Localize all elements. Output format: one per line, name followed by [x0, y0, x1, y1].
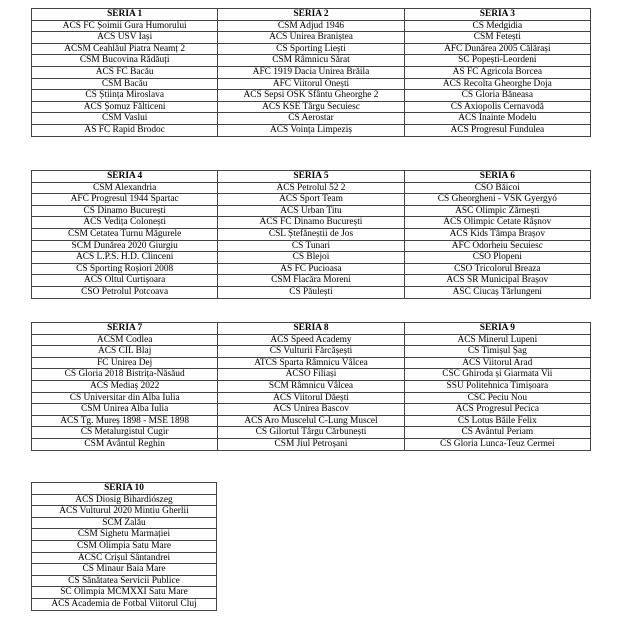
team-cell: AS FC Rapid Brodoc	[32, 124, 218, 136]
table-row	[32, 529, 217, 541]
header-row	[32, 9, 591, 21]
team-cell: CSM Bacău	[32, 78, 218, 90]
team-cell: SC Popești-Leordeni	[404, 55, 590, 67]
team-cell: AS FC Pucioasa	[218, 263, 404, 275]
table-row	[32, 113, 591, 125]
table-row	[32, 334, 591, 346]
team-cell: ACSC Crișul Sântandrei	[32, 552, 217, 564]
team-cell: ACS USV Iași	[32, 32, 218, 44]
team-cell: ACS L.P.S. H.D. Clinceni	[32, 252, 218, 264]
team-cell: CS Sporting Roșiori 2008	[32, 263, 218, 275]
table-row	[32, 552, 217, 564]
table-row	[32, 369, 591, 381]
team-cell: AFC 1919 Dacia Unirea Brăila	[218, 66, 404, 78]
team-cell: ACS Kids Tâmpa Brașov	[404, 228, 590, 240]
team-cell: CSO Plopeni	[404, 252, 590, 264]
team-cell: CSM Flacăra Moreni	[218, 275, 404, 287]
table-row	[32, 194, 591, 206]
team-cell: ACS Voința Limpeziș	[218, 124, 404, 136]
team-cell: CSM Cetatea Turnu Măgurele	[32, 228, 218, 240]
team-cell: CSM Râmnicu Sărat	[218, 55, 404, 67]
table-row	[32, 587, 217, 599]
team-cell: ACS Aro Muscelul C-Lung Muscel	[218, 415, 404, 427]
team-cell: ACS Unirea Braniștea	[218, 32, 404, 44]
series-header: SERIA 4	[32, 171, 218, 183]
team-cell: CS Axiopolis Cernavodă	[404, 101, 590, 113]
team-cell: CSO Petrolul Potcoava	[32, 286, 218, 298]
team-cell: ACSM Codlea	[32, 334, 218, 346]
series-header: SERIA 3	[404, 9, 590, 21]
table-row	[32, 205, 591, 217]
team-cell: ACS Petrolul 52 2	[218, 182, 404, 194]
team-cell: CSM Fetești	[404, 32, 590, 44]
team-cell: SCM Râmnicu Vâlcea	[218, 380, 404, 392]
team-cell: ACS Academia de Fotbal Viitorul Cluj	[32, 598, 217, 610]
team-cell: AFC Viitorul Onești	[218, 78, 404, 90]
team-cell: CSL Ștefăneștii de Jos	[218, 228, 404, 240]
team-cell: ACS Progresul Fundulea	[404, 124, 590, 136]
team-cell: CSM Adjud 1946	[218, 20, 404, 32]
team-cell: CS Dinamo București	[32, 205, 218, 217]
table-row	[32, 275, 591, 287]
team-cell: CS Gheorgheni - VSK Gyergyó	[404, 194, 590, 206]
team-cell: ACSM Ceahlăul Piatra Neamț 2	[32, 43, 218, 55]
team-cell: AFC Dunărea 2005 Călărași	[404, 43, 590, 55]
team-cell: CSC Peciu Nou	[404, 392, 590, 404]
header-row	[32, 171, 591, 183]
team-cell: CS Gloria Băneasa	[404, 90, 590, 102]
team-cell: CS Gloria Lunca-Teuz Cermei	[404, 438, 590, 450]
team-cell: ACS Tg. Mureș 1898 - MSE 1898	[32, 415, 218, 427]
table-row	[32, 78, 591, 90]
team-cell: CSO Băicoi	[404, 182, 590, 194]
team-cell: CS Vulturii Fărcășești	[218, 346, 404, 358]
table-row	[32, 357, 591, 369]
team-cell: ACS Mediaș 2022	[32, 380, 218, 392]
table-row	[32, 427, 591, 439]
team-cell: AFC Progresul 1944 Spartac	[32, 194, 218, 206]
team-cell: ACS Sport Team	[218, 194, 404, 206]
table-row	[32, 32, 591, 44]
table-row	[32, 517, 217, 529]
series-table-7-9	[31, 322, 591, 451]
team-cell: ACS Vedița Colonești	[32, 217, 218, 229]
table-row	[32, 228, 591, 240]
team-cell: CS Minaur Baia Mare	[32, 564, 217, 576]
team-cell: CS Timișul Șag	[404, 346, 590, 358]
team-cell: ACS CIL Blaj	[32, 346, 218, 358]
team-cell: CS Știința Miroslava	[32, 90, 218, 102]
team-cell: CS Păulești	[218, 286, 404, 298]
table-row	[32, 263, 591, 275]
series-header: SERIA 7	[32, 323, 218, 335]
team-cell: CS Gilortul Târgu Cărbunești	[218, 427, 404, 439]
table-row	[32, 240, 591, 252]
team-cell: CSM Vaslui	[32, 113, 218, 125]
series-table-1-3	[31, 8, 591, 137]
team-cell: CS Tunari	[218, 240, 404, 252]
team-cell: CS Medgidia	[404, 20, 590, 32]
team-cell: CS Lotus Băile Felix	[404, 415, 590, 427]
series-table-4-6	[31, 170, 591, 299]
team-cell: CS Blejoi	[218, 252, 404, 264]
team-cell: CS Gloria 2018 Bistrița-Năsăud	[32, 369, 218, 381]
team-cell: ACS Progresul Pecica	[404, 404, 590, 416]
team-cell: ACS Unirea Bascov	[218, 404, 404, 416]
team-cell: ACSO Filiași	[218, 369, 404, 381]
team-cell: CSC Ghiroda și Giarmata Vii	[404, 369, 590, 381]
team-cell: ACS Speed Academy	[218, 334, 404, 346]
team-cell: ACS Olimpic Cetate Râșnov	[404, 217, 590, 229]
team-cell: AFC Odorheiu Secuiesc	[404, 240, 590, 252]
table-row	[32, 43, 591, 55]
team-cell: ACS SR Municipal Brașov	[404, 275, 590, 287]
table-row	[32, 20, 591, 32]
team-cell: ACS Înainte Modelu	[404, 113, 590, 125]
table-row	[32, 575, 217, 587]
header-row	[32, 483, 217, 495]
team-cell: ACS KSE Târgu Secuiesc	[218, 101, 404, 113]
team-cell: CSM Jiul Petroșani	[218, 438, 404, 450]
team-cell: ACS FC Bacău	[32, 66, 218, 78]
team-cell: AS FC Agricola Borcea	[404, 66, 590, 78]
team-cell: ATCS Sparta Râmnicu Vâlcea	[218, 357, 404, 369]
team-cell: CSM Bucovina Rădăuți	[32, 55, 218, 67]
team-cell: SCM Zalău	[32, 517, 217, 529]
team-cell: ACS Vulturul 2020 Mintiu Gherlii	[32, 506, 217, 518]
team-cell: ACS FC Șoimii Gura Humorului	[32, 20, 218, 32]
team-cell: ACS Minerul Lupeni	[404, 334, 590, 346]
series-header: SERIA 1	[32, 9, 218, 21]
team-cell: ASC Ciucaș Tărlungeni	[404, 286, 590, 298]
team-cell: CS Metalurgistul Cugir	[32, 427, 218, 439]
table-row	[32, 124, 591, 136]
team-cell: ACS Viitorul Dăești	[218, 392, 404, 404]
team-cell: CSM Unirea Alba Iulia	[32, 404, 218, 416]
header-row	[32, 323, 591, 335]
team-cell: SSU Politehnica Timișoara	[404, 380, 590, 392]
team-cell: CS Sporting Liești	[218, 43, 404, 55]
team-cell: ACS Recolta Gheorghe Doja	[404, 78, 590, 90]
table-row	[32, 415, 591, 427]
table-row	[32, 252, 591, 264]
team-cell: FC Unirea Dej	[32, 357, 218, 369]
team-cell: CSM Avântul Reghin	[32, 438, 218, 450]
table-row	[32, 540, 217, 552]
table-row	[32, 90, 591, 102]
table-row	[32, 494, 217, 506]
team-cell: CSM Olimpia Satu Mare	[32, 540, 217, 552]
table-row	[32, 66, 591, 78]
table-row	[32, 598, 217, 610]
team-cell: ACS Șomuz Fălticeni	[32, 101, 218, 113]
table-row	[32, 438, 591, 450]
team-cell: SCM Dunărea 2020 Giurgiu	[32, 240, 218, 252]
table-row	[32, 392, 591, 404]
table-row	[32, 564, 217, 576]
team-cell: ACS FC Dinamo București	[218, 217, 404, 229]
series-header: SERIA 9	[404, 323, 590, 335]
team-cell: ACS Urban Titu	[218, 205, 404, 217]
team-cell: CS Aerostar	[218, 113, 404, 125]
table-row	[32, 101, 591, 113]
table-row	[32, 286, 591, 298]
team-cell: SC Olimpia MCMXXI Satu Mare	[32, 587, 217, 599]
team-cell: CS Sănătatea Servicii Publice	[32, 575, 217, 587]
series-header: SERIA 10	[32, 483, 217, 495]
table-row	[32, 55, 591, 67]
team-cell: CSM Alexandria	[32, 182, 218, 194]
table-row	[32, 217, 591, 229]
series-table-10	[31, 482, 217, 611]
series-header: SERIA 2	[218, 9, 404, 21]
team-cell: ACS Sepsi OSK Sfântu Gheorghe 2	[218, 90, 404, 102]
team-cell: ACS Oltul Curtișoara	[32, 275, 218, 287]
table-row	[32, 182, 591, 194]
table-row	[32, 380, 591, 392]
team-cell: CSO Tricolorul Breaza	[404, 263, 590, 275]
series-header: SERIA 5	[218, 171, 404, 183]
team-cell: ACS Diosig Bihardiószeg	[32, 494, 217, 506]
team-cell: CS Universitar din Alba Iulia	[32, 392, 218, 404]
table-row	[32, 346, 591, 358]
series-header: SERIA 6	[404, 171, 590, 183]
table-row	[32, 506, 217, 518]
team-cell: CSM Sighetu Marmației	[32, 529, 217, 541]
series-header: SERIA 8	[218, 323, 404, 335]
team-cell: ACS Viitorul Arad	[404, 357, 590, 369]
table-row	[32, 404, 591, 416]
team-cell: CS Avântul Periam	[404, 427, 590, 439]
team-cell: ASC Olimpic Zărnești	[404, 205, 590, 217]
